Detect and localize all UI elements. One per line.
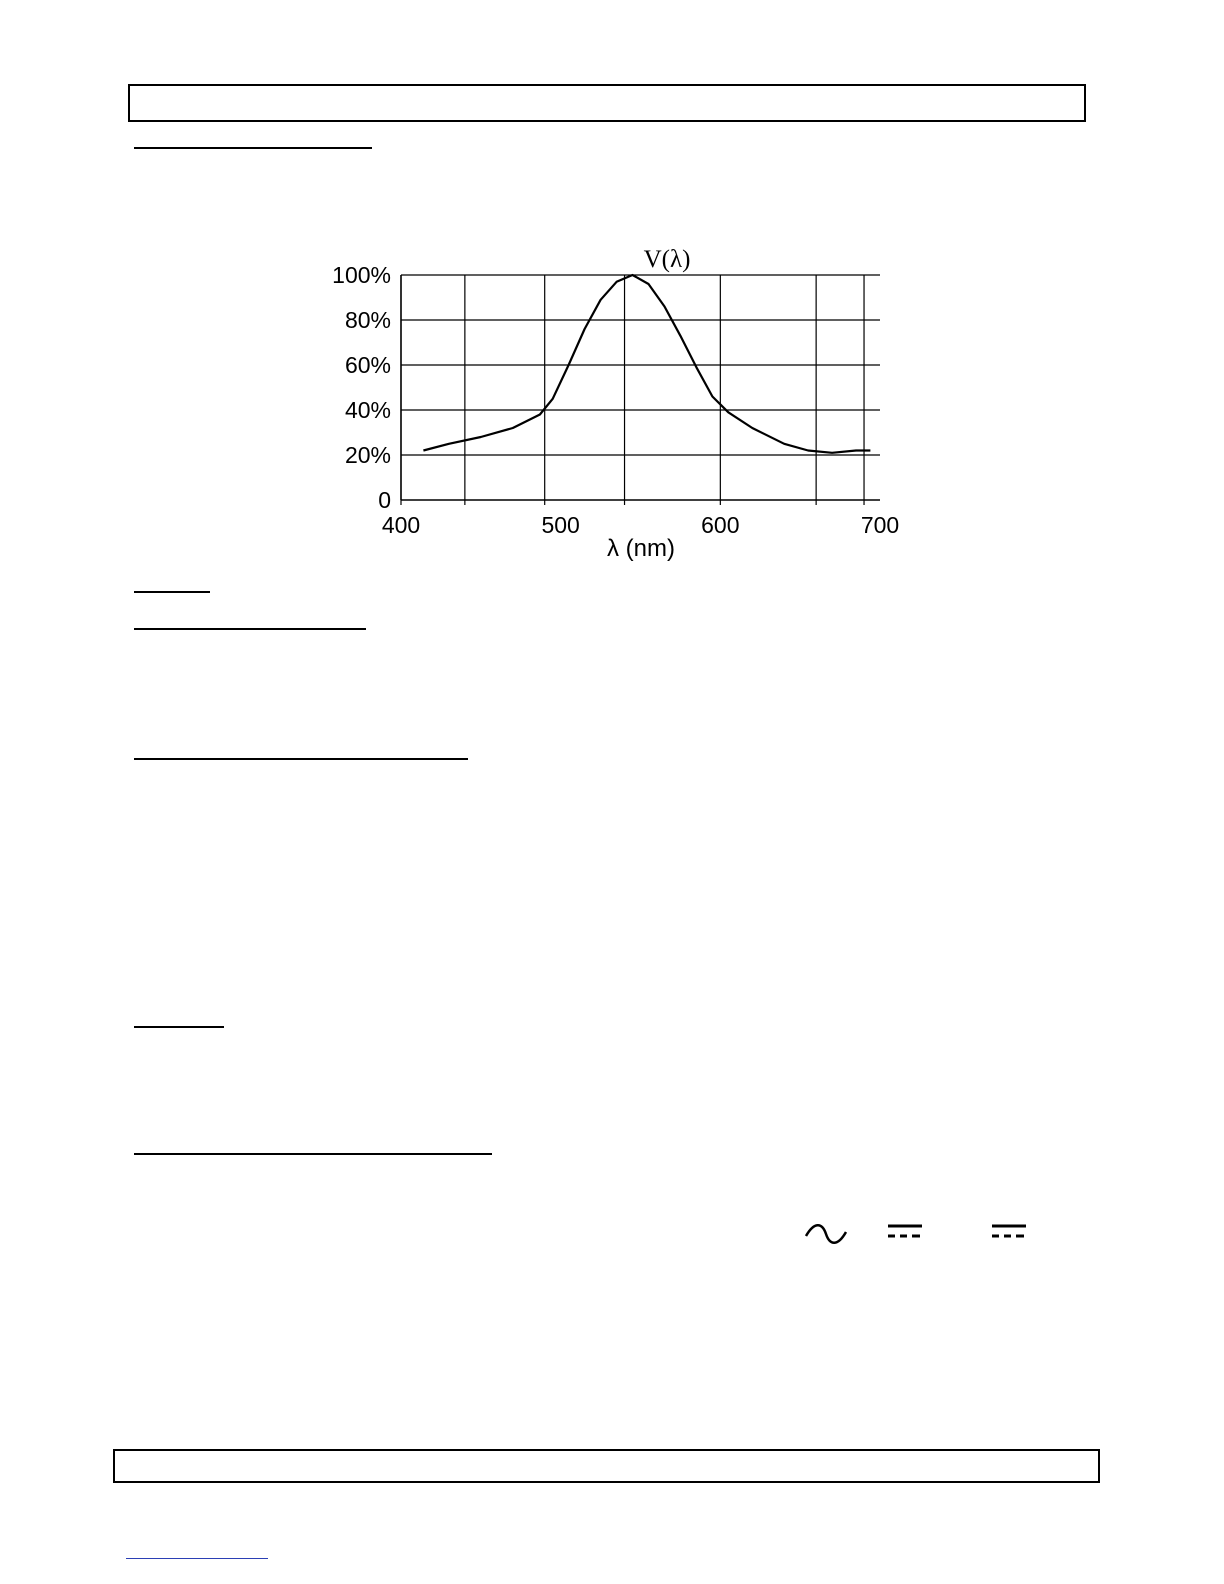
y-tick-label: 40% bbox=[344, 397, 391, 423]
section-heading-rule bbox=[134, 1153, 492, 1155]
x-tick-label: 600 bbox=[701, 512, 740, 538]
y-tick-label: 20% bbox=[344, 442, 391, 468]
section-heading-rule bbox=[134, 591, 210, 593]
chart-title: V(λ) bbox=[643, 246, 691, 273]
section-heading-rule bbox=[134, 1026, 224, 1028]
y-tick-label: 100% bbox=[332, 262, 391, 288]
x-axis-label: λ (nm) bbox=[607, 535, 675, 562]
ac-symbol-icon bbox=[804, 1216, 848, 1252]
page-footer-box bbox=[113, 1449, 1100, 1483]
series-line-v-lambda bbox=[423, 275, 870, 453]
footer-link-underline[interactable] bbox=[126, 1558, 268, 1559]
x-tick-label: 500 bbox=[541, 512, 580, 538]
x-tick-label: 700 bbox=[860, 512, 900, 538]
chart-series bbox=[423, 275, 870, 453]
chart-axes bbox=[401, 275, 880, 500]
luminosity-chart bbox=[300, 236, 920, 576]
y-tick-label: 0 bbox=[378, 487, 391, 513]
dc-symbol-icon bbox=[990, 1216, 1030, 1252]
dc-symbol-icon bbox=[886, 1216, 926, 1252]
y-tick-label: 80% bbox=[344, 307, 391, 333]
chart-grid bbox=[401, 275, 880, 505]
section-heading-rule bbox=[134, 147, 372, 149]
page-header-box bbox=[128, 84, 1086, 122]
chart-labels bbox=[332, 246, 899, 562]
x-tick-label: 400 bbox=[381, 512, 421, 538]
section-heading-rule bbox=[134, 758, 468, 760]
section-heading-rule bbox=[134, 628, 366, 630]
y-tick-label: 60% bbox=[344, 352, 391, 378]
